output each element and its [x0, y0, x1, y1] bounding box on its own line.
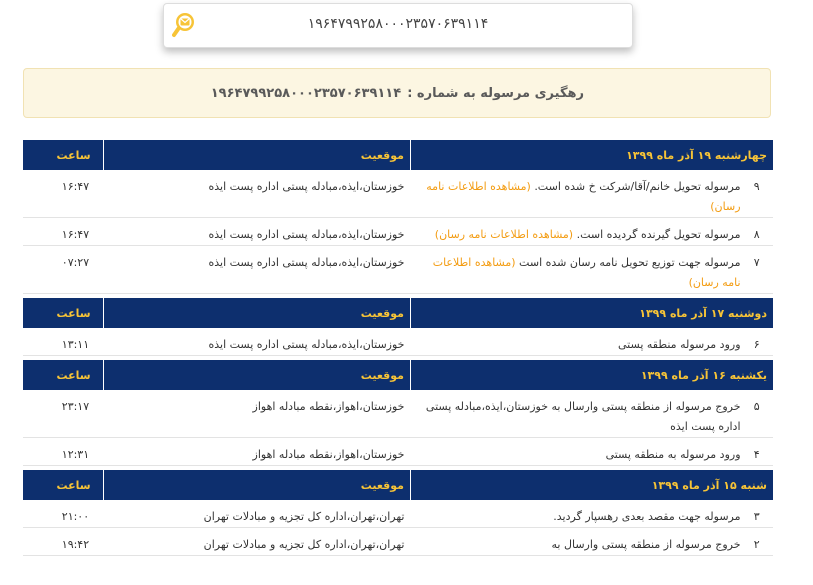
time-column-header: ساعت [23, 298, 103, 328]
event-seq: ۶ [741, 328, 773, 356]
event-seq: ۳ [741, 500, 773, 528]
day-date: دوشنبه ۱۷ آذر ماه ۱۳۹۹ [410, 298, 773, 328]
event-location: خوزستان،ایذه،مبادله پستی اداره پست ایذه [103, 218, 410, 246]
search-input[interactable]: ۱۹۶۴۷۹۹۲۵۸۰۰۰۲۳۵۷۰۶۳۹۱۱۴ [307, 16, 489, 32]
event-location: خوزستان،اهواز،نقطه مبادله اهواز [103, 390, 410, 438]
event-row [23, 170, 773, 218]
event-seq: ۴ [741, 438, 773, 466]
event-description [410, 438, 740, 466]
tracking-table [23, 140, 773, 556]
time-column-header: ساعت [23, 360, 103, 390]
day-header-row [23, 470, 773, 500]
day-date: شنبه ۱۵ آذر ماه ۱۳۹۹ [410, 470, 773, 500]
location-column-header: موقعیت [103, 360, 410, 390]
event-description-text: مرسوله تحویل گیرنده گردیده است. [576, 228, 741, 241]
event-location: تهران،تهران،اداره کل تجزیه و مبادلات تهران [103, 528, 410, 556]
event-location: خوزستان،اهواز،نقطه مبادله اهواز [103, 438, 410, 466]
day-header-row [23, 140, 773, 170]
event-description-text: خروج مرسوله از منطقه پستی وارسال به [551, 538, 741, 551]
event-location: تهران،تهران،اداره کل تجزیه و مبادلات تهران [103, 500, 410, 528]
banner-label: رهگیری مرسوله به شماره : [407, 85, 584, 101]
day-header-row [23, 360, 773, 390]
day-date: چهارشنبه ۱۹ آذر ماه ۱۳۹۹ [410, 140, 773, 170]
event-time: ۲۳:۱۷ [23, 390, 103, 438]
event-row [23, 438, 773, 466]
event-time: ۱۶:۴۷ [23, 218, 103, 246]
event-row [23, 390, 773, 438]
event-time: ۱۶:۴۷ [23, 170, 103, 218]
day-date: یکشنبه ۱۶ آذر ماه ۱۳۹۹ [410, 360, 773, 390]
view-postman-info-link[interactable]: (مشاهده اطلاعات نامه رسان) [426, 180, 741, 213]
banner-tracking-number: ۱۹۶۴۷۹۹۲۵۸۰۰۰۲۳۵۷۰۶۳۹۱۱۴ [210, 85, 402, 101]
event-description [410, 246, 740, 294]
event-description-text: مرسوله تحویل خانم/آقا/شرکت خ شده است. [534, 180, 741, 193]
location-column-header: موقعیت [103, 298, 410, 328]
event-location: خوزستان،ایذه،مبادله پستی اداره پست ایذه [103, 246, 410, 294]
event-row [23, 246, 773, 294]
event-description-text: ورود مرسوله منطقه پستی [618, 338, 741, 351]
time-column-header: ساعت [23, 140, 103, 170]
event-description [410, 500, 740, 528]
event-location: خوزستان،ایذه،مبادله پستی اداره پست ایذه [103, 170, 410, 218]
event-description [410, 218, 740, 246]
event-seq: ۹ [741, 170, 773, 218]
event-description-text: مرسوله جهت مقصد بعدی رهسپار گردید. [553, 510, 741, 523]
event-time: ۱۹:۴۲ [23, 528, 103, 556]
view-postman-info-link[interactable]: (مشاهده اطلاعات نامه رسان) [432, 256, 741, 289]
event-row [23, 218, 773, 246]
event-description-text: خروج مرسوله از منطقه پستی وارسال به خوزستان،ایذه،مبادله پستی اداره پست ایذه [425, 400, 741, 433]
event-description-text: ورود مرسوله به منطقه پستی [605, 448, 741, 461]
event-time: ۲۱:۰۰ [23, 500, 103, 528]
event-time: ۰۷:۲۷ [23, 246, 103, 294]
view-postman-info-link[interactable]: (مشاهده اطلاعات نامه رسان) [434, 228, 574, 241]
event-location: خوزستان،ایذه،مبادله پستی اداره پست ایذه [103, 328, 410, 356]
event-time: ۱۳:۱۱ [23, 328, 103, 356]
search-box[interactable] [163, 3, 633, 48]
event-description [410, 390, 740, 438]
event-seq: ۲ [741, 528, 773, 556]
event-time: ۱۲:۳۱ [23, 438, 103, 466]
event-description [410, 328, 740, 356]
event-description [410, 170, 740, 218]
event-description [410, 528, 740, 556]
tracking-banner [23, 68, 771, 118]
event-seq: ۷ [741, 246, 773, 294]
event-row [23, 500, 773, 528]
event-row [23, 528, 773, 556]
event-seq: ۵ [741, 390, 773, 438]
event-seq: ۸ [741, 218, 773, 246]
day-header-row [23, 298, 773, 328]
event-row [23, 328, 773, 356]
location-column-header: موقعیت [103, 470, 410, 500]
event-description-text: مرسوله جهت توزیع تحویل نامه رسان شده است [519, 256, 741, 269]
time-column-header: ساعت [23, 470, 103, 500]
location-column-header: موقعیت [103, 140, 410, 170]
